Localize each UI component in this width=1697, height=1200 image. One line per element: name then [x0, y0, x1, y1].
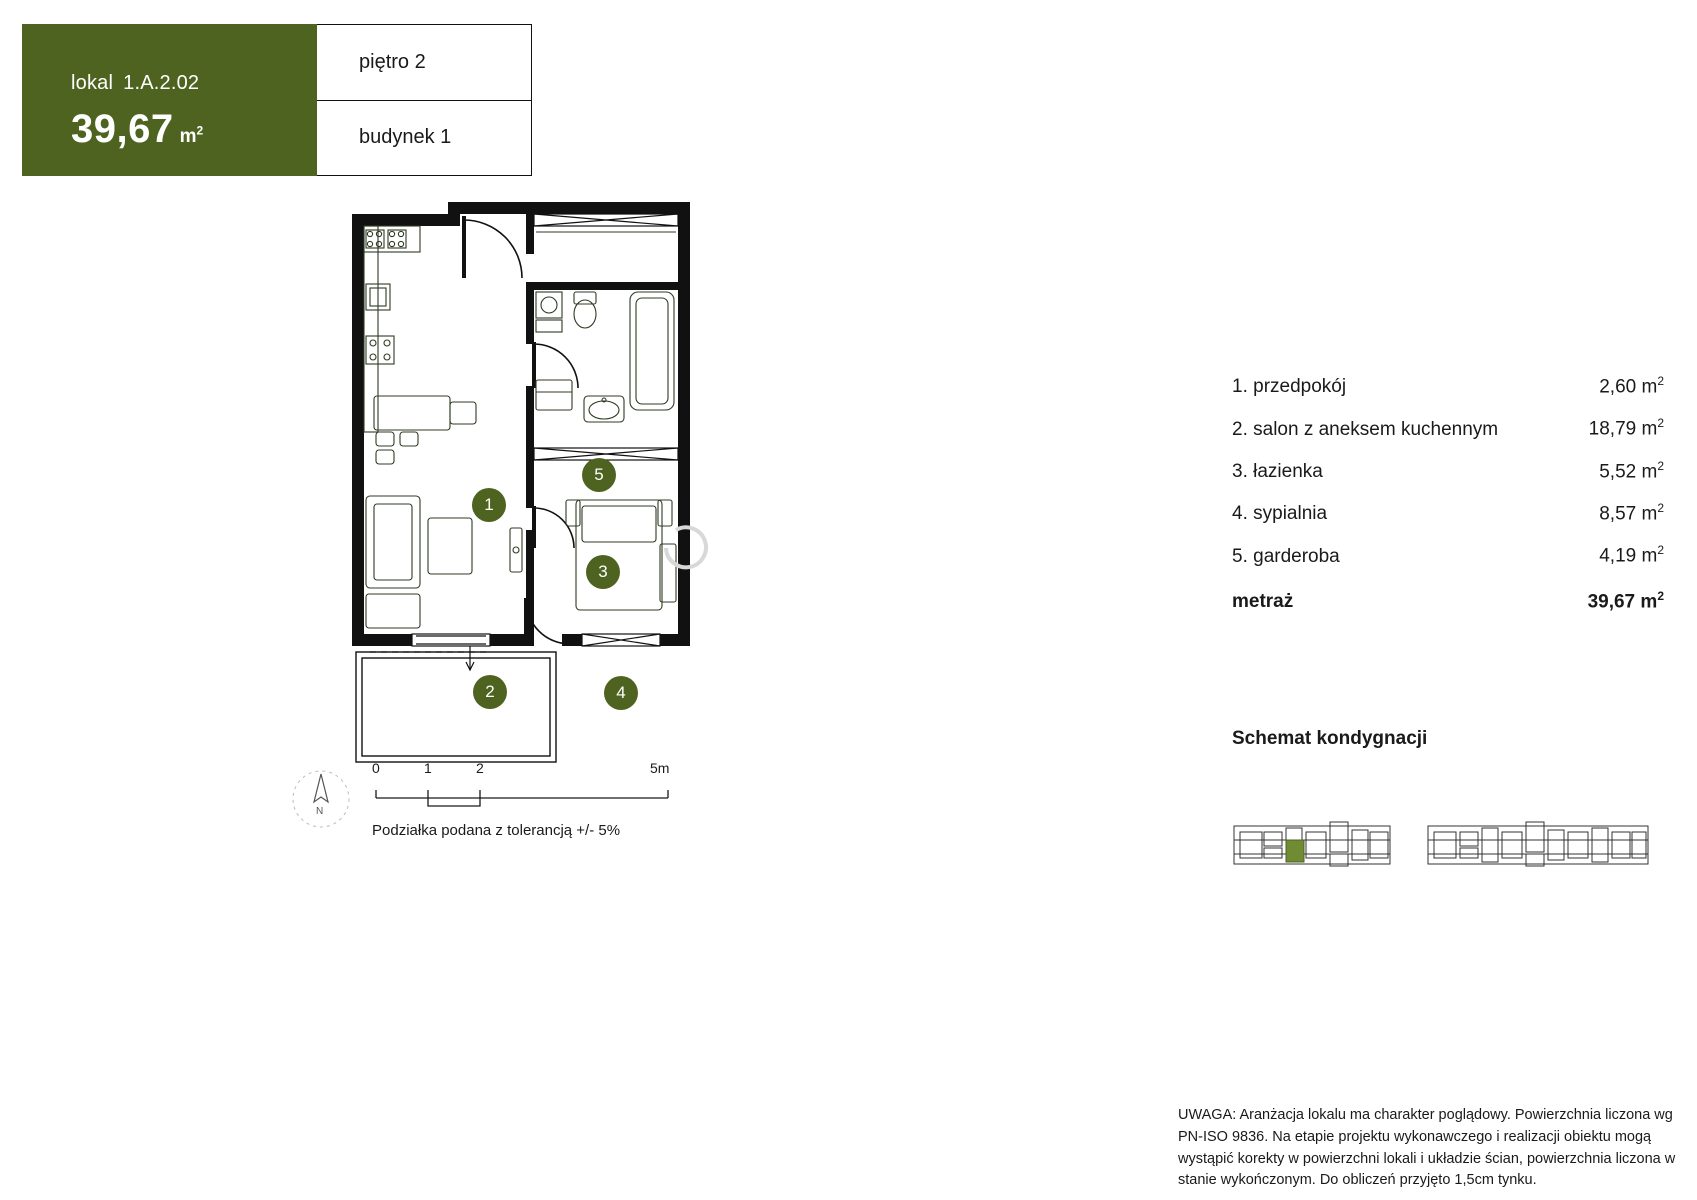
unit-meta-box: [317, 24, 532, 176]
highlighted-unit: [1286, 840, 1304, 862]
room-marker-1: 1: [472, 488, 506, 522]
unit-area-unit-sup: 2: [196, 123, 204, 138]
scale-area: [290, 760, 710, 870]
table-row-total: [1232, 577, 1664, 622]
room-area: [1599, 501, 1664, 525]
floor-scheme-drawing: [1232, 810, 1652, 880]
room-marker-5: 5: [582, 458, 616, 492]
unit-area-unit-text: m: [179, 126, 197, 147]
total-label: metraż: [1232, 590, 1294, 612]
room-marker-4: 4: [604, 676, 638, 710]
unit-summary-box: [22, 24, 317, 176]
room-area-sup: 2: [1657, 543, 1664, 558]
table-row: [1232, 407, 1664, 449]
floor-plan-drawing: [330, 200, 780, 780]
scale-tick-end: 5m: [650, 760, 670, 776]
total-area-value: 39,67 m: [1587, 590, 1658, 612]
unit-area-value: 39,67: [71, 107, 174, 151]
disclaimer-note: UWAGA: Aranżacja lokalu ma charakter poglądowy. Powierzchnia liczona wg PN-ISO 9836. Na etapie projektu wykonawczego i realizacji obiektu mogą wystąpić korekty w powierzchni lokali i układzie ścian, powierzchnia liczona w stanie wykończonym. Do obliczeń przyjęto 1,5cm tynku.: [1178, 1107, 1676, 1189]
room-name: 2. salon z aneksem kuchennym: [1232, 418, 1499, 440]
scale-tick-1: 1: [424, 760, 432, 776]
room-name: 1. przedpokój: [1232, 376, 1347, 398]
table-row: [1232, 534, 1664, 576]
room-area-value: 18,79 m: [1588, 418, 1658, 440]
total-area: [1588, 589, 1664, 613]
room-area-value: 4,19 m: [1599, 545, 1658, 567]
scale-tolerance-note: Podziałka podana z tolerancją +/- 5%: [372, 822, 621, 839]
room-name: 4. sypialnia: [1232, 503, 1328, 525]
svg-text:N: N: [316, 806, 324, 817]
scale-tick-0: 0: [372, 760, 380, 776]
unit-header-badge: [22, 24, 532, 176]
room-area-value: 8,57 m: [1599, 503, 1658, 525]
room-area: [1599, 459, 1664, 483]
unit-word: lokal: [71, 72, 114, 94]
table-row: [1232, 365, 1664, 407]
room-area-list: [1232, 365, 1664, 622]
floor-plan: [330, 200, 780, 780]
total-area-sup: 2: [1657, 588, 1664, 603]
room-area-sup: 2: [1657, 500, 1664, 515]
room-marker-2: 2: [473, 675, 507, 709]
room-area-sup: 2: [1657, 416, 1664, 431]
room-area: [1599, 374, 1664, 398]
room-area-sup: 2: [1657, 374, 1664, 388]
unit-area-row: [71, 107, 317, 152]
scale-tick-2: 2: [476, 760, 484, 776]
floor-scheme-title: Schemat kondygnacji: [1232, 728, 1428, 749]
unit-code: 1.A.2.02: [123, 72, 200, 94]
compass-icon: [290, 768, 352, 830]
room-name: 5. garderoba: [1232, 545, 1340, 567]
unit-label-row: [71, 72, 317, 95]
room-area: [1599, 543, 1664, 567]
table-row: [1232, 450, 1664, 492]
scale-bar: [372, 768, 672, 814]
room-area-value: 2,60 m: [1599, 376, 1658, 398]
table-row: [1232, 492, 1664, 534]
unit-area-unit: [179, 123, 204, 147]
room-marker-3: 3: [586, 555, 620, 589]
room-area: [1589, 416, 1664, 440]
floor-cell: piętro 2: [359, 50, 426, 73]
room-area-value: 5,52 m: [1599, 460, 1658, 482]
floor-scheme-graphic: [1232, 810, 1652, 880]
building-cell: budynek 1: [317, 100, 531, 176]
room-area-sup: 2: [1657, 458, 1664, 473]
room-name: 3. łazienka: [1232, 460, 1323, 482]
